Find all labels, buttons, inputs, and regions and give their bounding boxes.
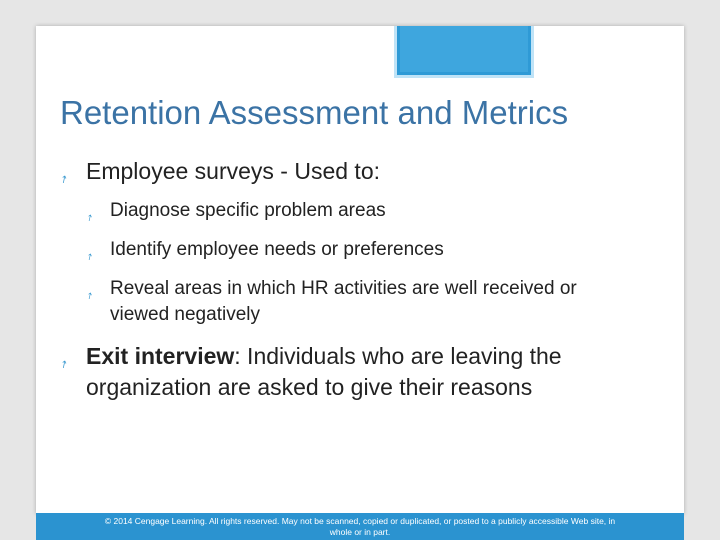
bullet-employee-surveys (62, 156, 381, 186)
sub-bullet-identify (88, 237, 444, 263)
wifi-bullet-icon: ⭎ (62, 170, 67, 186)
wifi-bullet-icon: ⭎ (88, 288, 93, 302)
sub-bullet-reveal-continued (110, 302, 260, 328)
copyright-line2: whole or in part. (329, 527, 391, 537)
wifi-bullet-icon: ⭎ (88, 249, 93, 263)
bullet-text: Employee surveys - Used to: (86, 158, 381, 184)
sub-bullet-text-line1: Reveal areas in which HR activities are well received or (110, 278, 577, 299)
sub-bullet-text: Diagnose specific problem areas (110, 200, 386, 221)
sub-bullet-diagnose (88, 198, 386, 224)
bullet-text: : Individuals who are leaving the (234, 343, 562, 369)
bullet-text-line2: organization are asked to give their reasons (86, 374, 533, 400)
sub-bullet-reveal (88, 276, 577, 302)
wifi-bullet-icon: ⭎ (88, 210, 93, 224)
slide-title: Retention Assessment and Metrics (60, 94, 569, 131)
bullet-exit-interview-continued (86, 372, 532, 402)
sub-bullet-text: Identify employee needs or preferences (110, 239, 444, 260)
copyright-line1: © 2014 Cengage Learning. All rights reserved. May not be scanned, copied or duplicated, or posted to a publicly accessible Web site, in (104, 516, 616, 526)
top-accent-block (394, 26, 534, 78)
bullet-exit-interview (62, 341, 562, 371)
copyright-footer (36, 513, 684, 540)
sub-bullet-text-line2: viewed negatively (110, 304, 260, 325)
bullet-bold-term: Exit interview (86, 343, 235, 369)
wifi-bullet-icon: ⭎ (62, 355, 67, 371)
